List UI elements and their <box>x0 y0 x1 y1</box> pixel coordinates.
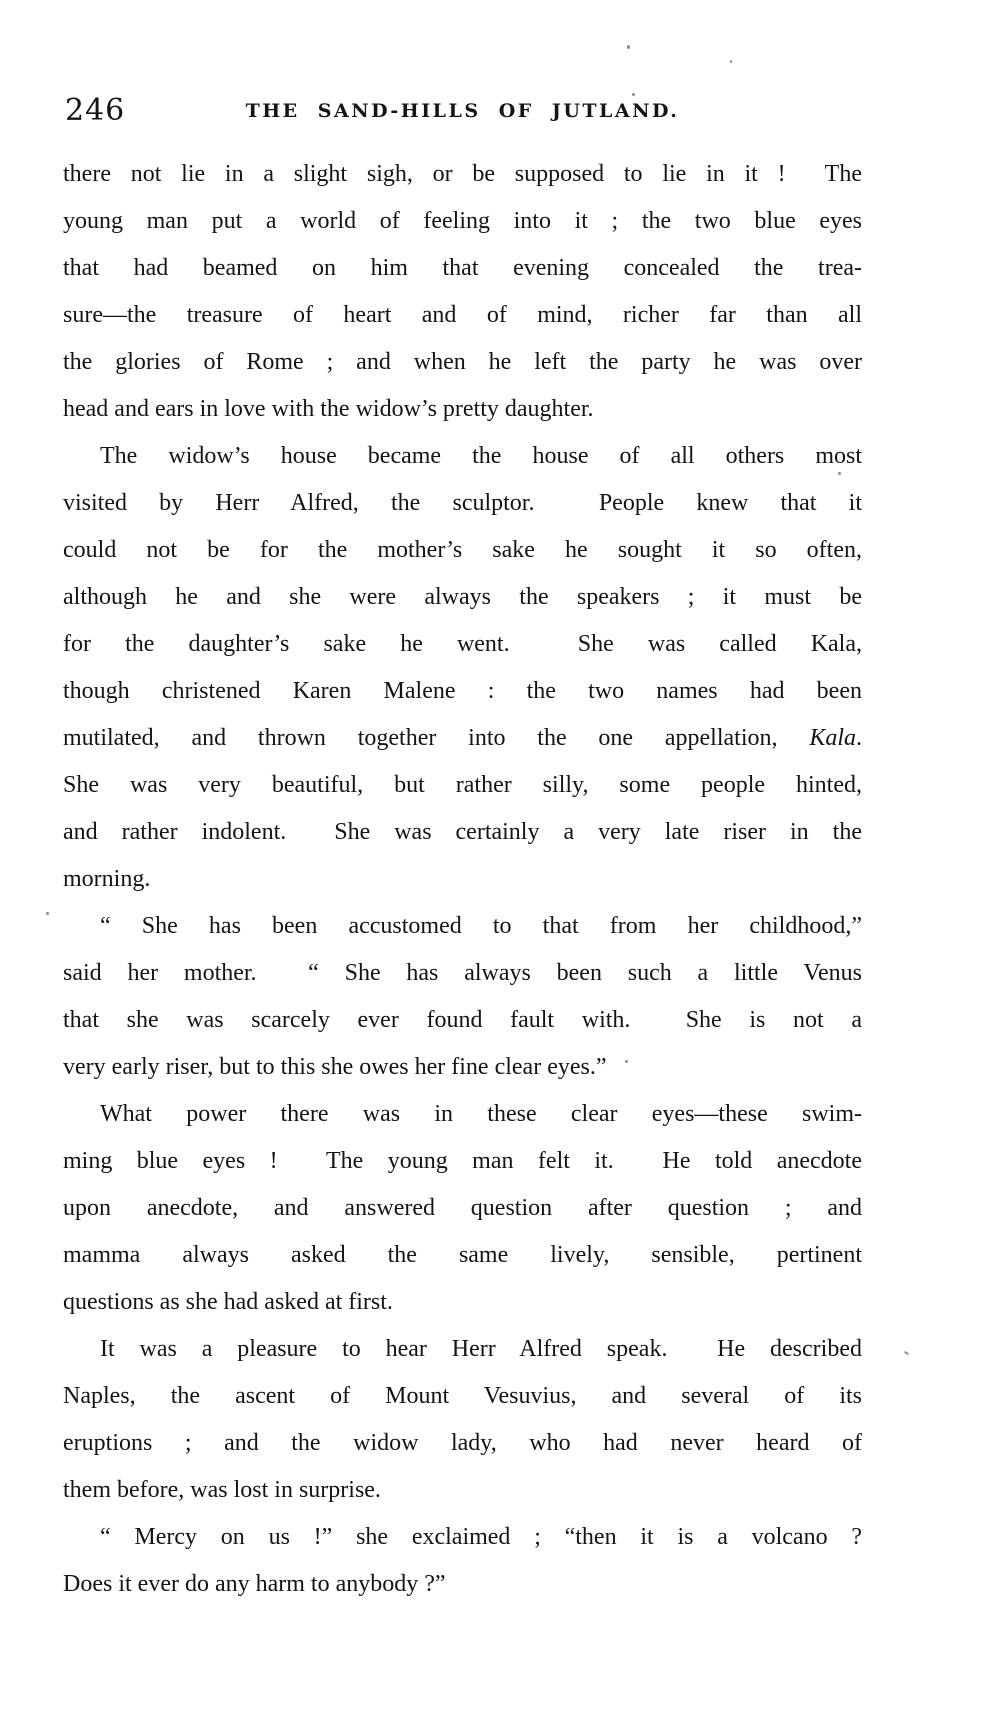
text-line <box>63 715 862 762</box>
text-line: said her mother. “ She has always been such a little Venus <box>63 960 862 986</box>
text-line: questions as she had asked at first. <box>63 1289 393 1315</box>
page-number: 246 <box>65 93 126 128</box>
text-segment: mutilated, and thrown together into the one appellation, <box>63 725 810 751</box>
text-line: eruptions ; and the widow lady, who had never heard of <box>63 1430 862 1456</box>
text-line: mamma always asked the same lively, sensible, pertinent <box>63 1242 862 1268</box>
text-line: ming blue eyes ! The young man felt it. He told anecdote <box>63 1148 862 1174</box>
text-line: them before, was lost in surprise. <box>63 1477 381 1503</box>
running-title: THE SAND-HILLS OF JUTLAND. <box>245 100 680 122</box>
text-segment: . <box>856 725 862 751</box>
text-line: The widow’s house became the house of all others most <box>100 443 862 469</box>
text-segment-italic: Kala <box>809 725 856 751</box>
scan-speck <box>632 93 635 96</box>
text-line: “ Mercy on us !” she exclaimed ; “then it is a volcano ? <box>100 1524 862 1550</box>
body-text <box>63 151 862 1608</box>
text-line: It was a pleasure to hear Herr Alfred speak. He described <box>100 1336 862 1362</box>
text-line: very early riser, but to this she owes her fine clear eyes.” <box>63 1054 607 1080</box>
scan-speck <box>46 912 49 915</box>
scan-speck <box>730 60 732 63</box>
text-line: morning. <box>63 866 151 892</box>
page-header <box>63 93 862 128</box>
text-line: Does it ever do any harm to anybody ?” <box>63 1571 446 1597</box>
text-line: that she was scarcely ever found fault with. She is not a <box>63 1007 862 1033</box>
text-line: there not lie in a slight sigh, or be supposed to lie in it ! The <box>63 161 862 187</box>
scan-speck <box>904 1351 909 1356</box>
text-line: “ She has been accustomed to that from her childhood,” <box>100 913 862 939</box>
text-line: that had beamed on him that evening concealed the trea- <box>63 255 862 281</box>
text-line: although he and she were always the speakers ; it must be <box>63 584 862 610</box>
text-line: and rather indolent. She was certainly a very late riser in the <box>63 819 862 845</box>
text-line: She was very beautiful, but rather silly, some people hinted, <box>63 772 862 798</box>
text-line: though christened Karen Malene : the two names had been <box>63 678 862 704</box>
scan-speck <box>627 45 630 49</box>
text-line: sure—the treasure of heart and of mind, richer far than all <box>63 302 862 328</box>
text-line: the glories of Rome ; and when he left the party he was over <box>63 349 862 375</box>
text-line: for the daughter’s sake he went. She was called Kala, <box>63 631 862 657</box>
scan-speck <box>838 472 841 475</box>
text-line: visited by Herr Alfred, the sculptor. People knew that it <box>63 490 862 516</box>
text-line: could not be for the mother’s sake he sought it so often, <box>63 537 862 563</box>
text-line: head and ears in love with the widow’s pretty daughter. <box>63 396 594 422</box>
text-line: What power there was in these clear eyes—these swim- <box>100 1101 862 1127</box>
scan-speck <box>625 1060 628 1063</box>
text-line: young man put a world of feeling into it ; the two blue eyes <box>63 208 862 234</box>
text-line: upon anecdote, and answered question after question ; and <box>63 1195 862 1221</box>
text-line: Naples, the ascent of Mount Vesuvius, and several of its <box>63 1383 862 1409</box>
